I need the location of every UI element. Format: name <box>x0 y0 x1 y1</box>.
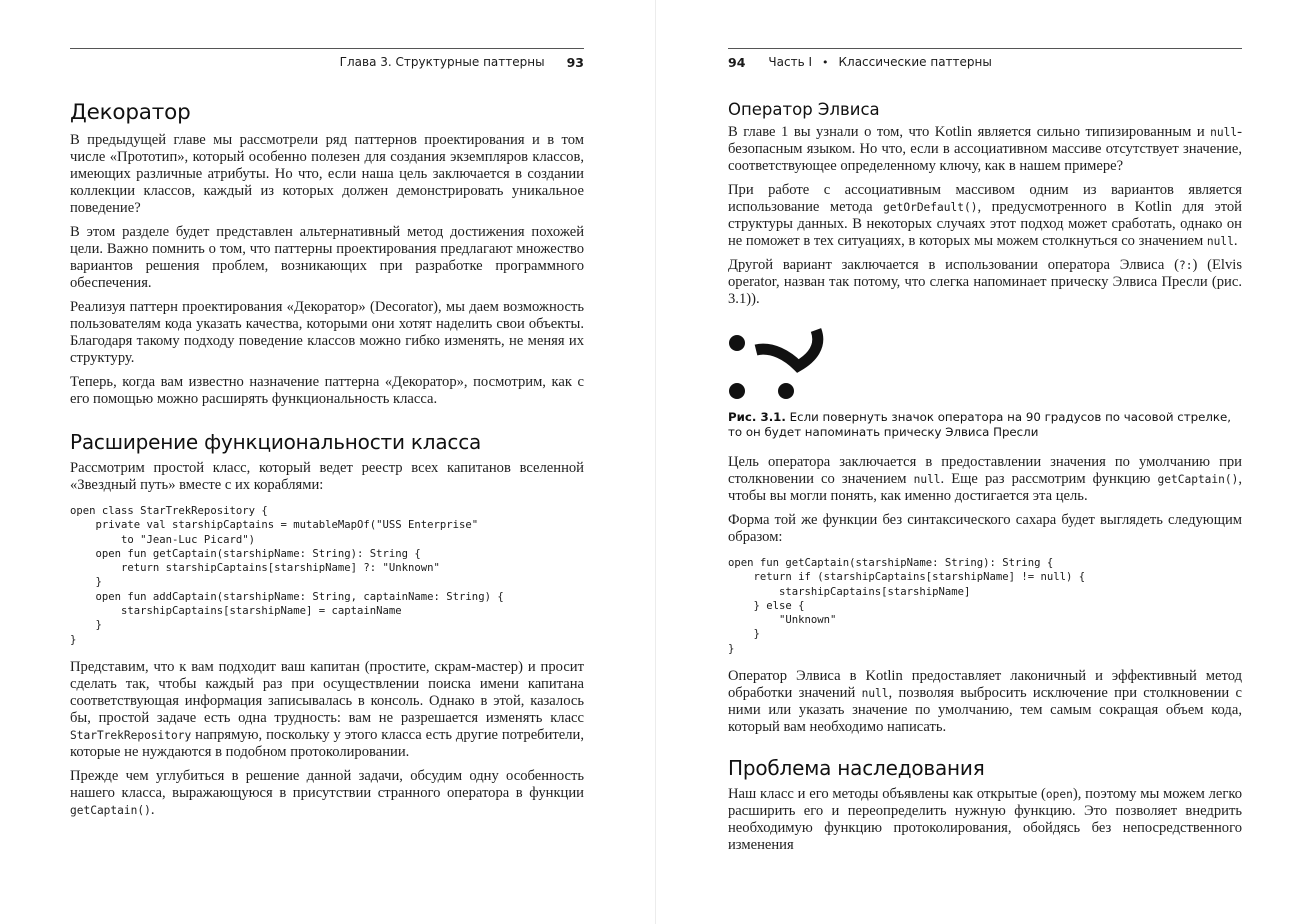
text-span: Оператор Элвиса в Kotlin предоставляет лаконичный и эффективный метод обработки значений <box>728 668 1242 702</box>
inline-code: StarTrekRepository <box>70 728 192 742</box>
text-span: Прежде чем углубиться в решение данной задачи, обсудим одну особенность нашего класса, выражающуюся в присутствии странного оператора в функции <box>70 767 584 801</box>
bullet-separator: • <box>822 55 829 69</box>
text-span: Цель оператора заключается в предоставлении значения по умолчанию при столкновении со значением <box>728 454 1242 487</box>
inline-code: ?: <box>1178 259 1193 272</box>
paragraph: В этом разделе будет представлен альтернативный метод достижения похожей цели. Важно помнить о том, что паттерны проектирования предлагают множество вариантов решения проблем, возникающих при разработке программного обеспечения. <box>70 224 584 291</box>
text-span: ), поэтому мы можем легко расширить его и переопределить нужную функцию. Это позволяет внедрить необходимую функцию протоколирования, обойдясь без непосредственного изменения <box>728 786 1243 854</box>
header-rule <box>728 48 1242 49</box>
text-span: ) (Elvis operator, назван так потому, что слегка напоминает прическу Элвиса Пресли (рис. 3.1)). <box>728 257 1242 307</box>
inline-code: open <box>1045 788 1073 802</box>
left-page-content <box>70 48 584 826</box>
inline-code: getOrDefault() <box>883 201 978 214</box>
caption-text: Если повернуть значок оператора на 90 градусов по часовой стрелке, то он будет напоминать прическу Элвиса Пресли <box>728 410 1232 439</box>
page-number: 94 <box>728 54 746 70</box>
part-label: Часть I <box>768 55 812 69</box>
running-head <box>70 54 584 70</box>
text-span: Представим, что к вам подходит ваш капитан (простите, скрам-мастер) и просит сделать так, чтобы каждый раз при осуществлении поиска имени капитана соответствующая информация записывалась в консоль. Однако в этой, казалось бы, простой задаче есть одна трудность: вам не разрешается изменять класс <box>70 658 584 726</box>
text-span: . <box>150 801 155 818</box>
elvis-operator-figure <box>728 326 1242 406</box>
text-span: , чтобы вы могли понять, как именно достигается эта цель. <box>728 471 1243 504</box>
inline-code: null <box>1210 126 1238 139</box>
text-span: Другой вариант заключается в использовании оператора Элвиса ( <box>728 257 1179 273</box>
running-head <box>728 54 1242 70</box>
figure-caption <box>728 410 1242 440</box>
paragraph <box>728 454 1242 505</box>
paragraph <box>728 257 1242 308</box>
paragraph: Форма той же функции без синтаксического сахара будет выглядеть следующим образом: <box>728 512 1242 545</box>
paragraph <box>70 768 584 819</box>
elvis-operator-icon <box>728 326 838 406</box>
text-span: , позволяя выбросить исключение при столкновении с ними или указать значение по умолчанию, тем самым сокращая объем кода, который вам необходимо написать. <box>728 685 1242 736</box>
inline-code: null <box>913 473 941 486</box>
header-rule <box>70 48 584 49</box>
text-span: . Еще раз рассмотрим функцию <box>940 471 1158 487</box>
chapter-title: Глава 3. Структурные паттерны <box>339 55 545 69</box>
right-page-content <box>728 48 1242 861</box>
text-span: При работе с ассоциативным массивом одним из вариантов является использование метода <box>728 182 1242 215</box>
paragraph <box>70 659 584 761</box>
text-span: -безопасным языком. Но что, если в ассоциативном массиве отсутствует значение, соответствующее определенному ключу, как в нашем примере? <box>728 124 1242 174</box>
right-page <box>656 0 1310 924</box>
paragraph: Теперь, когда вам известно назначение паттерна «Декоратор», посмотрим, как с его помощью можно расширять функциональность класса. <box>70 374 584 407</box>
code-block: open class StarTrekRepository { private val starshipCaptains = mutableMapOf("USS Enterprise" to "Jean-Luc Picard") open fun getCaptain(starshipName: String): String { return starshipCaptains[starshipName] ?: "Unknown" } open fun addCaptain(starshipName: String, captainName: String) { starshipCaptains[starshipName] = captainName } } <box>70 505 504 646</box>
paragraph <box>728 786 1242 854</box>
code-block: open fun getCaptain(starshipName: String): String { return if (starshipCaptains[starshipName] != null) { starshipCaptains[starshipName] } else { "Unknown" } } <box>728 557 1086 655</box>
paragraph <box>728 124 1242 175</box>
paragraph <box>728 182 1242 250</box>
inline-code: null <box>861 687 889 701</box>
text-span: , предусмотренного в Kotlin для этой структуры данных. В некоторых случаях этот подход может сработать, однако он не поможет в тех ситуациях, в которых мы можем столкнуться со значением <box>728 199 1242 249</box>
inline-code: getCaptain() <box>1157 473 1239 486</box>
figure-label: Рис. 3.1. <box>728 410 786 424</box>
inline-code: getCaptain() <box>70 803 151 817</box>
part-title: Классические паттерны <box>838 55 992 69</box>
text-span: . <box>1233 233 1238 249</box>
paragraph <box>728 668 1242 736</box>
text-span: Наш класс и его методы объявлены как открытые ( <box>728 786 1046 803</box>
section-title: Декоратор <box>70 100 191 125</box>
paragraph: В предыдущей главе мы рассмотрели ряд паттернов проектирования и в том числе «Прототип», который особенно полезен для создания экземпляров классов, имеющих различные атрибуты. Но что, если наша цель заключается в создании коллекции классов, каждый из которых должен демонстрировать уникальное поведение? <box>70 132 584 216</box>
page-number: 93 <box>566 54 584 70</box>
subsection-title: Расширение функциональности класса <box>70 430 482 454</box>
paragraph: Реализуя паттерн проектирования «Декоратор» (Decorator), мы даем возможность пользователям кода указать качества, которыми они хотят наделить свои объекты. Благодаря такому подходу поведение классов можно гибко изменять, не меняя их структуру. <box>70 299 584 366</box>
text-span: напрямую, поскольку у этого класса есть другие потребители, которые не нуждаются в подобном протоколировании. <box>70 726 584 760</box>
inline-code: null <box>1206 235 1234 248</box>
section-title: Проблема наследования <box>728 756 985 781</box>
text-span: В главе 1 вы узнали о том, что Kotlin является сильно типизированным и <box>728 124 1211 140</box>
subsection-title: Оператор Элвиса <box>728 100 880 119</box>
paragraph: Рассмотрим простой класс, который ведет реестр всех капитанов вселенной «Звездный путь» вместе с их кораблями: <box>70 460 584 493</box>
